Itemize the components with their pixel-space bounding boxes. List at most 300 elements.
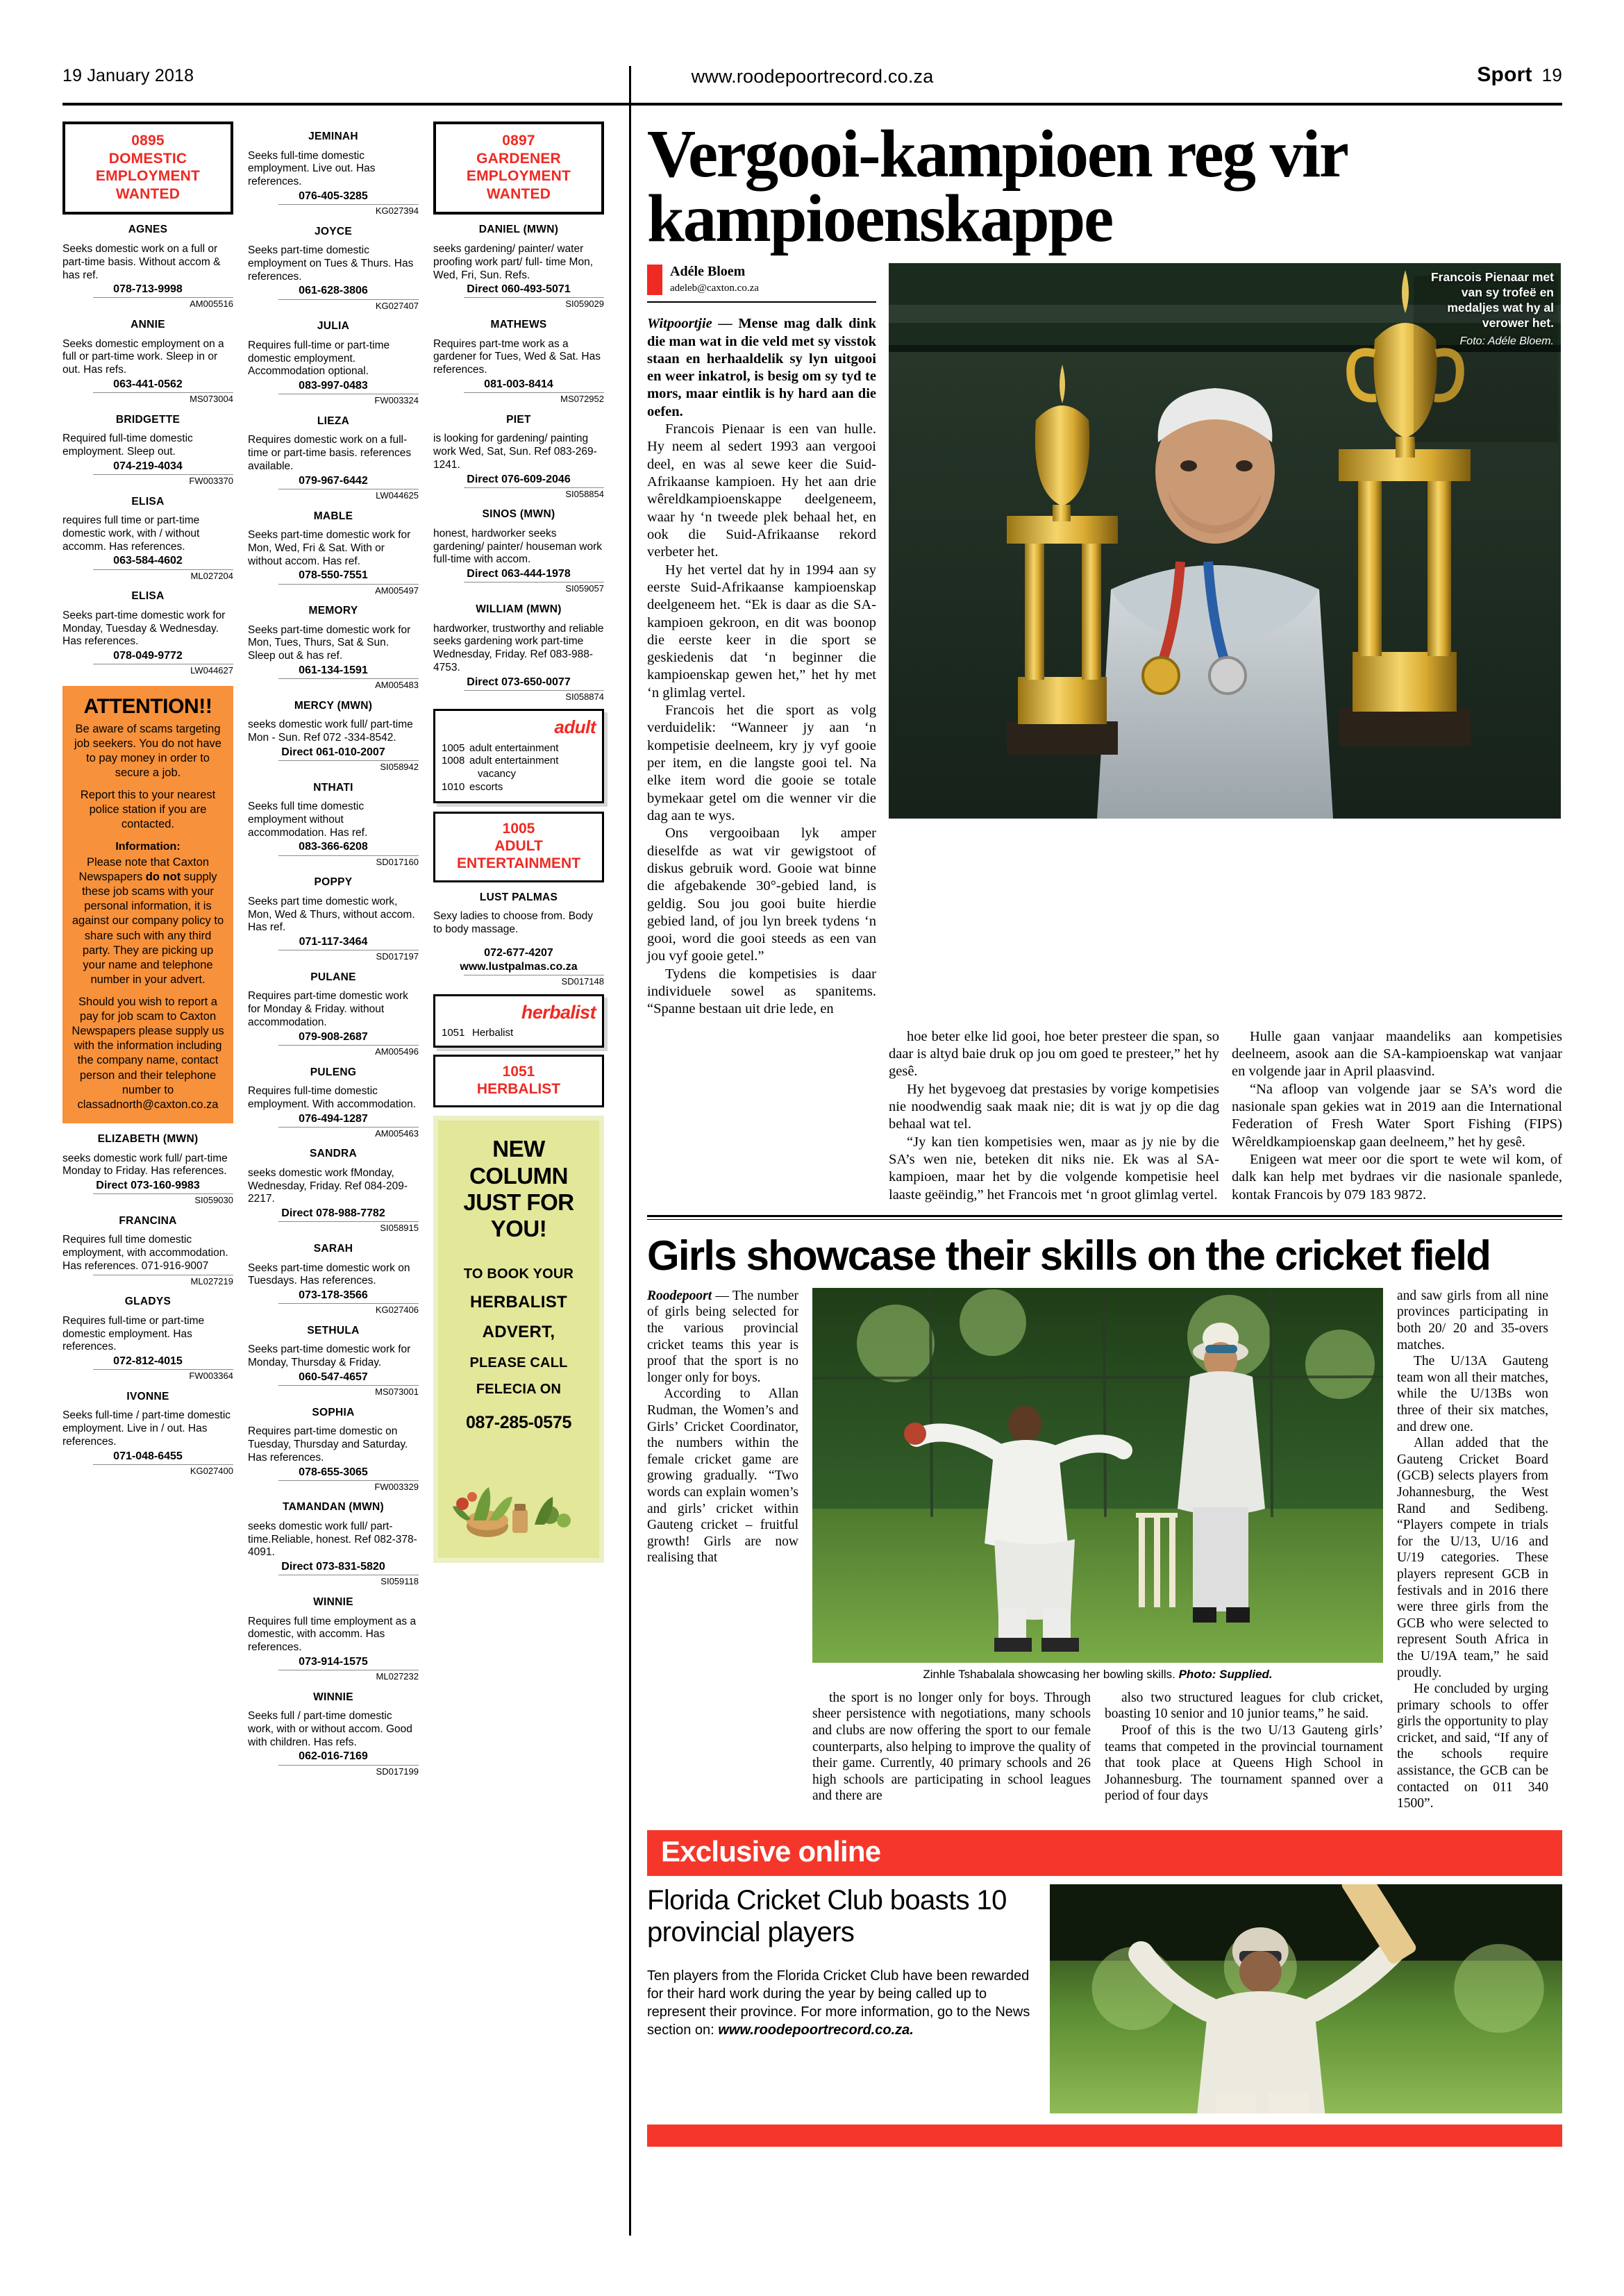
ad-body: seeks domestic work fMonday, Wednesday, Friday. Ref 084-209-2217. xyxy=(248,1166,408,1205)
ad-phone: 074-219-4034 xyxy=(113,460,183,472)
category-line: WANTED xyxy=(486,185,551,202)
ad-ref: ML027204 xyxy=(190,570,233,581)
exclusive-text-block xyxy=(647,1884,1036,2113)
classified-ad xyxy=(62,1215,233,1287)
exclusive-body xyxy=(647,1967,1036,2039)
ad-separator xyxy=(278,1045,419,1046)
main-content xyxy=(647,117,1562,2147)
ad-separator xyxy=(278,1480,419,1481)
ad-body: requires full time or part-time domestic work, with / without accomm. Has references. xyxy=(62,514,200,553)
classified-ad xyxy=(62,224,233,310)
category-line: ADULT xyxy=(494,838,543,855)
cricket-article xyxy=(647,1232,1562,1812)
classified-column-1 xyxy=(62,121,233,2232)
ad-body: honest, hardworker seeks gardening/ painter/ houseman work full-time with accom. xyxy=(433,527,602,566)
ad-ref: SD017148 xyxy=(561,976,604,987)
ad-name: IVONNE xyxy=(126,1390,169,1402)
main-article-column-1 xyxy=(647,263,876,1019)
cricket-paragraph: Proof of this is the two U/13 Gauteng girls’ teams that competed in the provincial tournament that took place at Queens High School in Johannesburg. The tournament spanned over a period of four days xyxy=(1105,1723,1383,1804)
ad-ref: SD017197 xyxy=(376,951,419,962)
ad-separator xyxy=(93,1464,233,1465)
ad-phone: 081-003-8414 xyxy=(484,378,553,390)
ad-separator xyxy=(278,855,419,856)
cricket-center-block xyxy=(812,1288,1383,1812)
cricket-photo-illustration xyxy=(812,1288,1383,1663)
ad-ref: SI058874 xyxy=(565,691,604,702)
ad-ref: MS073004 xyxy=(190,394,233,405)
classifieds-section xyxy=(62,121,618,2232)
ad-ref: SI058942 xyxy=(380,762,419,773)
ad-name: GLADYS xyxy=(124,1296,171,1308)
ad-ref: KG027407 xyxy=(375,300,419,311)
ad-phone: 061-134-1591 xyxy=(299,664,368,676)
ad-ref: ML027219 xyxy=(190,1275,233,1287)
ad-body: Requires full-time domestic employment. With accommodation. xyxy=(248,1085,417,1110)
ad-phone: 076-405-3285 xyxy=(299,190,368,202)
ad-body: Requires domestic work on a full-time or part-time basis. references available. xyxy=(248,434,412,472)
ad-body: Requires full time employment as a domestic, with accomm. Has references. xyxy=(248,1615,417,1654)
ad-body: Seeks domestic employment on a full or part-time work. Sleep in or out. Has refs. xyxy=(62,337,224,376)
ad-separator xyxy=(93,1369,233,1370)
list-item: 1051 Herbalist xyxy=(442,1027,514,1039)
ad-ref: SD017199 xyxy=(376,1766,419,1777)
ad-phone: 062-016-7169 xyxy=(299,1750,368,1763)
ad-body: Seeks part-time domestic work for Monday, Thursday & Friday. xyxy=(248,1343,411,1369)
adult-logo-text: adult xyxy=(554,717,596,738)
ad-name: SOPHIA xyxy=(312,1406,355,1418)
article-paragraph: “Jy kan tien kompetisies wen, maar as jy nie by die SA’s wen nie, beteken dit niks nie. Ek was al SA-kampioen, maar het by die volgende kompetisie heel laaste geëindig,” het Francois met ‘n groot glimlag vertel. xyxy=(889,1134,1219,1203)
ad-separator xyxy=(278,1385,419,1386)
herbalist-logo-text: herbalist xyxy=(521,1001,596,1023)
ad-ref: SI058915 xyxy=(380,1223,419,1234)
promo-line: JUST FOR xyxy=(463,1189,574,1215)
byline-rule xyxy=(647,301,876,303)
ad-name: WILLIAM (MWN) xyxy=(476,603,562,615)
byline xyxy=(647,263,876,303)
list-item: 1005 adult entertainment xyxy=(442,741,559,754)
classified-ad xyxy=(62,1296,233,1382)
cricket-paragraph: He concluded by urging primary schools to offer girls the opportunity to play cricket, and said, “If any of the schools require assistance, the GCB can be contacted on 011 340 1500”. xyxy=(1397,1682,1548,1811)
ad-ref: SI058854 xyxy=(565,488,604,499)
ad-ref: FW003329 xyxy=(374,1481,419,1492)
ad-name: NTHATI xyxy=(313,781,353,794)
classified-ad xyxy=(248,1325,419,1398)
ad-ref: KG027400 xyxy=(190,1465,233,1476)
article-paragraph: hoe beter elke lid gooi, hoe beter presteer die span, so daar is altyd baie druk op jou om goed te presteer,” het hy gesê. xyxy=(889,1028,1219,1080)
ad-name: SARAH xyxy=(313,1243,353,1255)
promo-advert-line: HERBALIST xyxy=(469,1292,568,1312)
ad-separator xyxy=(278,678,419,679)
category-code: 1051 xyxy=(502,1064,535,1080)
ad-body: Required full-time domestic employment. Sleep out. xyxy=(62,433,193,458)
ad-separator xyxy=(278,584,419,585)
exclusive-title: Florida Cricket Club boasts 10 provincial players xyxy=(647,1884,1007,1948)
ad-separator xyxy=(278,1127,419,1128)
article-paragraph: “Na afloop van volgende jaar se SA’s word die nasionale span gekies wat in 2019 aan die International Federation of Fresh Water Sport Fishing (FIPS) Wêreldkampioenskap gaan deelneem,” het hy gesê. xyxy=(1232,1081,1562,1150)
ad-phone: 073-178-3566 xyxy=(299,1289,368,1302)
category-line: WANTED xyxy=(115,185,181,202)
ad-body: seeks domestic work full/ part-time Mon - Sun. Ref 072 -334-8542. xyxy=(248,719,413,744)
masthead xyxy=(62,63,1562,99)
ad-separator xyxy=(464,392,604,393)
article-paragraph: Francois Pienaar is een van hulle. Hy neem al sedert 1993 aan vergooi deel, en was al sewe keer die Suid-Afrikaanse kampioen. Hy het aan drie wêreldkampioenskappe deelgeneem, waar hy ‘n tweede plek behaal het, en ook die Suid-Afrikaanse rekord verbeter het. xyxy=(647,421,876,560)
ad-body: Requires full time domestic employment, with accommodation. Has references. 071-916-9007 xyxy=(62,1234,228,1272)
herbalist-category-box xyxy=(433,994,604,1048)
ad-name: SINOS (MWN) xyxy=(482,508,555,521)
list-item: 1008 adult entertainment xyxy=(442,755,559,767)
promo-line: COLUMN xyxy=(469,1162,568,1189)
classified-ad xyxy=(248,876,419,962)
classified-ad xyxy=(62,590,233,676)
classified-ad xyxy=(248,605,419,691)
herbal-plants-svg xyxy=(444,1437,594,1541)
cricket-column-mid-2 xyxy=(1105,1690,1383,1804)
exclusive-online-section xyxy=(647,1830,1562,2147)
column-divider-rule xyxy=(629,66,631,2236)
caption-credit: Photo: Supplied. xyxy=(1178,1667,1273,1681)
category-code: 1005 xyxy=(502,821,535,837)
dateline-place: Roodepoort xyxy=(647,1288,712,1303)
article-paragraph: Hy het bygevoeg dat prestasies by vorige kompetisies nie noodwendig saak maak nie; dit is wat jy op die dag behaal wat tel. xyxy=(889,1081,1219,1132)
ad-phone: 083-366-6208 xyxy=(299,841,368,853)
batsman-photo-illustration xyxy=(1050,1884,1562,2113)
classified-ad xyxy=(433,603,604,702)
byline-marker-icon xyxy=(647,265,662,295)
ad-phone: 071-117-3464 xyxy=(299,936,368,948)
cricket-paragraph: and saw girls from all nine provinces participating in both 20/ 20 and 35-overs matches. xyxy=(1397,1288,1548,1352)
classified-ad xyxy=(433,319,604,405)
ad-body: hardworker, trustworthy and reliable seeks gardening work part-time Wednesday, Friday. Ref 083-988-4753. xyxy=(433,622,604,673)
classified-ad xyxy=(62,414,233,487)
ad-ref: LW044627 xyxy=(190,665,233,676)
classified-ad xyxy=(248,510,419,596)
attention-paragraph: Be aware of scams targeting job seekers. You do not have to pay money in order to secure a job. xyxy=(74,722,221,780)
classified-ad xyxy=(248,1596,419,1682)
herbalist-header xyxy=(433,1055,604,1107)
main-article-column-3 xyxy=(1232,1028,1562,1204)
attention-paragraph: Please note that Caxton Newspapers do not supply these job scams with your personal information, it is against our company policy to share such with any third party. They are picking up your name and telephone number in your advert. xyxy=(72,856,224,986)
ad-name: MEMORY xyxy=(308,605,358,617)
ad-separator xyxy=(464,487,604,488)
cricket-paragraph: the sport is no longer only for boys. Through sheer persistence with negotiations, many schools and clubs are now offering the sport to our female counterparts, also helping to improve the quality of their game. Currently, 40 primary schools and 26 high schools are participating in school leagues and there are xyxy=(812,1690,1091,1804)
ad-name: MATHEWS xyxy=(490,319,547,331)
article-paragraph: Hy het vertel dat hy in 1994 aan sy eerste Suid-Afrikaanse kampioenskap deelgeneem het. “Ek is daar as die SA-kampioen gekroon, en dit was boonop die eerste keer in die sport se geskiedenis dat ‘n beginner die kampioenskap gewen het,” het hy met ‘n glimlag vertel. xyxy=(647,562,876,701)
classified-ad-lust-palmas xyxy=(433,891,604,987)
ad-separator xyxy=(93,392,233,393)
exclusive-online-banner: Exclusive online xyxy=(647,1830,1562,1876)
ad-body: Seeks full / part-time domestic work, with or without accom. Good with children. Has refs. xyxy=(248,1710,412,1748)
cricket-paragraph: The U/13A Gauteng team won all their matches, while the U/13Bs won three of their six matches, and drew one. xyxy=(1397,1354,1548,1434)
ad-name: MERCY (MWN) xyxy=(294,699,373,712)
ad-body: seeks gardening/ painter/ water proofing work part/ full- time Mon, Wed, Fri, Sun. Refs. xyxy=(433,243,594,281)
scam-warning-box xyxy=(62,686,233,1123)
ad-ref: SI059118 xyxy=(380,1576,419,1587)
ad-ref: LW044625 xyxy=(376,489,419,501)
cricket-lead: Roodepoort — The number of girls being selected for the various provincial cricket teams this year is proof that the sport is no longer only for boys. xyxy=(647,1288,798,1385)
promo-call-line: PLEASE CALL xyxy=(469,1355,568,1371)
ad-body: seeks domestic work full/ part-time Monday to Friday. Has references. xyxy=(62,1152,228,1178)
category-line: EMPLOYMENT xyxy=(466,168,571,185)
list-item: vacancy xyxy=(478,768,517,780)
classified-ad xyxy=(248,1066,419,1139)
ad-body: Seeks part time domestic work, Mon, Wed & Thurs, without accom. Has ref. xyxy=(248,895,415,934)
ad-body: Sexy ladies to choose from. Body to body massage. xyxy=(433,910,594,935)
classified-ad xyxy=(248,782,419,868)
ad-body: Seeks full time domestic employment without accommodation. Has ref. xyxy=(248,801,368,839)
classified-column-3 xyxy=(433,121,604,2232)
classified-ad xyxy=(248,1691,419,1777)
ad-body: Seeks part-time domestic work for Monday, Tuesday & Wednesday. Has references. xyxy=(62,609,226,648)
herbs-illustration xyxy=(444,1437,594,1541)
new-column-promo-ad[interactable] xyxy=(433,1116,604,1562)
classified-column-2 xyxy=(248,121,419,2232)
classified-ad xyxy=(433,414,604,500)
article-paragraph: Hulle gaan vanjaar maandeliks aan kompetisies deelneem, asook aan die SA-kampioenskap wat vanjaar en volgende jaar in April plaasvind. xyxy=(1232,1028,1562,1080)
ad-name: SETHULA xyxy=(307,1324,360,1336)
attention-paragraph: Report this to your nearest police station if you are contacted. xyxy=(80,789,216,831)
main-photo-trophies xyxy=(889,263,1561,819)
article-lead: Witpoortjie — Mense mag dalk dink die man wat in die veld met sy visstok staan en herhaaldelik sy lyn uitgooi en weer inkatrol, is besig om sy tyd te mors, maar eintlik is hy hard aan die oefen. xyxy=(647,316,876,419)
ad-name: ELISA xyxy=(131,495,165,508)
ad-body: Requires part-time domestic work for Monday & Friday. without accommodation. xyxy=(248,990,408,1028)
cricket-column-mid-1 xyxy=(812,1690,1091,1804)
ad-name: ELISA xyxy=(131,590,165,603)
ad-ref: SI059029 xyxy=(565,299,604,310)
ad-ref: AM005496 xyxy=(375,1046,419,1057)
ad-phone: Direct 073-650-0077 xyxy=(467,676,571,688)
ad-separator xyxy=(278,1765,419,1766)
ad-phone: 061-628-3806 xyxy=(299,285,368,297)
ad-body: Seeks full-time domestic employment. Live out. Has references. xyxy=(248,149,376,188)
ad-phone: Direct 076-609-2046 xyxy=(467,473,571,485)
classified-ad xyxy=(62,319,233,405)
photo-caption-overlay xyxy=(1428,270,1554,349)
ad-name: PULENG xyxy=(310,1066,357,1078)
section-label: Sport xyxy=(1477,63,1532,86)
byline-email: adeleb@caxton.co.za xyxy=(670,283,759,294)
ad-separator xyxy=(93,297,233,298)
exclusive-url[interactable]: www.roodepoortrecord.co.za. xyxy=(718,2022,914,2038)
classified-ad xyxy=(248,1243,419,1316)
ad-ref: AM005497 xyxy=(375,585,419,596)
ad-body: seeks domestic work full/ part-time.Reliable, honest. Ref 082-378-4091. xyxy=(248,1520,417,1559)
cricket-photo-caption xyxy=(812,1668,1383,1682)
ad-phone: 078-550-7551 xyxy=(299,569,368,582)
ad-phone: 063-441-0562 xyxy=(113,378,183,390)
category-line: EMPLOYMENT xyxy=(95,168,201,185)
ad-phone: 072-812-4015 xyxy=(113,1355,183,1368)
classified-ad xyxy=(62,1391,233,1477)
ad-name: AGNES xyxy=(128,224,168,236)
ad-separator xyxy=(278,1303,419,1304)
ad-phone: Direct 078-988-7782 xyxy=(281,1207,385,1220)
ad-name: FRANCINA xyxy=(119,1214,177,1227)
category-line: HERBALIST xyxy=(476,1081,561,1098)
cricket-headline: Girls showcase their skills on the cricket field xyxy=(647,1232,1491,1279)
ad-ref: SI059057 xyxy=(565,583,604,594)
ad-name: SANDRA xyxy=(309,1148,358,1160)
ad-separator xyxy=(93,474,233,475)
promo-advert-line: ADVERT, xyxy=(482,1322,555,1341)
caption-text: Zinhle Tshabalala showcasing her bowling skills. xyxy=(923,1667,1175,1681)
header-rule xyxy=(62,103,1562,106)
attention-info-heading: Information: xyxy=(115,840,181,853)
classified-ad xyxy=(248,415,419,501)
ad-ref: ML027232 xyxy=(376,1671,419,1682)
ad-separator xyxy=(278,760,419,761)
ad-name: LIEZA xyxy=(317,414,350,427)
ad-ref: AM005516 xyxy=(190,299,233,310)
ad-phone: 073-914-1575 xyxy=(299,1655,368,1668)
ad-name: JOYCE xyxy=(314,225,353,237)
attention-title: ATTENTION!! xyxy=(83,694,212,718)
ad-separator xyxy=(93,1193,233,1194)
ad-body: Seeks domestic work on a full or part-time basis. Without accom & has ref. xyxy=(62,243,221,281)
article-divider xyxy=(647,1215,1562,1217)
ad-separator xyxy=(278,204,419,205)
ad-body: Seeks part-time domestic work for Mon, Tues, Thurs, Sat & Sun. Sleep out & has ref. xyxy=(248,623,411,662)
ad-name: POPPY xyxy=(314,876,353,889)
classified-ad xyxy=(248,320,419,406)
category-line: GARDENER xyxy=(476,150,561,167)
ad-ref: FW003364 xyxy=(189,1371,233,1382)
dateline-place: Witpoortjie xyxy=(647,316,712,332)
category-code: 0897 xyxy=(502,133,535,149)
classified-ad xyxy=(248,971,419,1057)
ad-name: PIET xyxy=(506,413,531,426)
classified-ad xyxy=(62,496,233,582)
photo-credit: Foto: Adéle Bloem. xyxy=(1459,335,1554,347)
main-headline: Vergooi-kampioen reg vir kampioenskappe xyxy=(647,117,1346,256)
masthead-date: 19 January 2018 xyxy=(62,66,194,85)
ad-phone: 063-584-4602 xyxy=(113,555,183,567)
page-number: 19 xyxy=(1541,65,1562,85)
main-article-column-2 xyxy=(889,1028,1219,1204)
ad-name: MABLE xyxy=(313,510,353,522)
ad-body: Seeks part-time domestic work for Mon, Wed, Fri & Sat. With or without accom. Has ref. xyxy=(248,529,411,567)
list-item: 1010 escorts xyxy=(442,781,503,794)
ad-separator xyxy=(278,299,419,300)
ad-phone: Direct 061-010-2007 xyxy=(281,746,385,758)
ad-body: is looking for gardening/ painting work Wed, Sat, Sun. Ref 083-269-1241. xyxy=(433,433,597,471)
cricket-paragraph: also two structured leagues for club cricket, boasting 10 senior and 10 junior teams,” he said. xyxy=(1105,1690,1383,1722)
ad-ref: FW003370 xyxy=(189,475,233,486)
ad-ref: MS073001 xyxy=(375,1386,419,1398)
exclusive-body-text: Ten players from the Florida Cricket Club have been rewarded for their hard work during the year by being called up to represent their province. For more information, go to the News section on: xyxy=(647,1968,1030,2038)
ad-ref: FW003324 xyxy=(374,395,419,406)
adult-entertainment-header xyxy=(433,812,604,882)
promo-book-line: TO BOOK YOUR xyxy=(463,1266,574,1282)
classified-ad xyxy=(248,1407,419,1493)
ad-ref: KG027406 xyxy=(375,1305,419,1316)
ad-ref: MS072952 xyxy=(560,394,604,405)
ad-ref: AM005463 xyxy=(375,1128,419,1139)
ad-separator xyxy=(464,690,604,691)
adult-category-box xyxy=(433,709,604,803)
masthead-website-url: www.roodepoortrecord.co.za xyxy=(691,66,934,87)
ad-phone: 078-049-9772 xyxy=(113,650,183,662)
ad-name: JULIA xyxy=(317,320,350,333)
attention-paragraph: Should you wish to report a pay for job scam to Caxton Newspapers please supply us with the information including the company name, contact person and their telephone number to classadnorth@caxton.co.za xyxy=(72,996,224,1111)
ad-name: WINNIE xyxy=(313,1691,353,1703)
ad-phone: 078-655-3065 xyxy=(299,1466,368,1478)
bottom-red-bar xyxy=(647,2125,1562,2147)
article-paragraph: Enigeen wat meer oor die sport te wete wil kom, of dalk kan help met bydraes vir die nasionale spanlede, kontak Francois by 079 183 9872. xyxy=(1232,1151,1562,1203)
article-divider-thin xyxy=(647,1219,1562,1220)
ad-phone: 072-677-4207 xyxy=(484,946,553,959)
ad-name: DANIEL (MWN) xyxy=(478,224,559,236)
ad-body: Seeks part-time domestic work on Tuesdays. Has references. xyxy=(248,1262,410,1287)
promo-line: NEW xyxy=(492,1136,545,1162)
category-header-domestic xyxy=(62,121,233,215)
ad-name: WINNIE xyxy=(313,1596,353,1608)
cricket-column-left xyxy=(647,1288,798,1812)
article-paragraph: Tydens die kompetisies is daar individuele sowel as spanitems. “Spanne bestaan uit drie lede, en xyxy=(647,966,876,1017)
ad-name: JEMINAH xyxy=(308,131,358,142)
photo-caption-text: Francois Pienaar met van sy trofeë en medaljes wat hy al verower het. xyxy=(1430,270,1554,330)
exclusive-photo xyxy=(1050,1884,1562,2113)
ad-phone: Direct 073-831-5820 xyxy=(281,1561,385,1573)
ad-phone: Direct 063-444-1978 xyxy=(467,568,571,580)
article-paragraph: Francois het die sport as volg verduidelik: “Wanneer jy aan ‘n kompetisie deelneem, kry jy vyf gooie per item, en die langste gooi tel. Na elke item word die gooie se totale bymekaar getel om die wenner vir die dag aan te wys. xyxy=(647,703,876,823)
ad-phone: 076-494-1287 xyxy=(299,1112,368,1125)
ad-name: TAMANDAN (MWN) xyxy=(283,1501,384,1514)
ad-body: Requires full-time or part-time domestic employment. Accommodation optional. xyxy=(248,339,390,378)
masthead-section xyxy=(1477,63,1562,87)
cricket-photo xyxy=(812,1288,1383,1663)
promo-phone[interactable]: 087-285-0575 xyxy=(465,1412,572,1432)
ad-name: ANNIE xyxy=(131,319,165,331)
classified-ad xyxy=(248,700,419,773)
ad-separator xyxy=(464,582,604,583)
promo-contact-name: FELECIA ON xyxy=(476,1381,562,1397)
cricket-paragraph: According to Allan Rudman, the Women’s and Girls’ Cricket Coordinator, the numbers within the female cricket game are growing gradually. “Two words can explain women’s and girls’ cricket within Gauteng cricket – fruitful growth! Girls are now realising that xyxy=(647,1386,798,1566)
adult-category-list xyxy=(442,742,596,795)
ad-ref: AM005483 xyxy=(375,680,419,691)
ad-name: BRIDGETTE xyxy=(115,413,181,426)
ad-ref: SD017160 xyxy=(376,856,419,867)
ad-name: LUST PALMAS xyxy=(479,891,558,903)
ad-name: ELIZABETH (MWN) xyxy=(97,1132,199,1145)
classified-ad xyxy=(62,1133,233,1206)
classified-ad xyxy=(248,1148,419,1234)
ad-ref: KG027394 xyxy=(375,206,419,217)
classified-ad xyxy=(433,508,604,594)
classified-ad xyxy=(248,1501,419,1587)
byline-author: Adéle Bloem xyxy=(670,264,746,280)
ad-phone: Direct 060-493-5071 xyxy=(467,283,571,296)
cricket-paragraph: Allan added that the Gauteng Cricket Board (GCB) selects players from Johannesburg, the West Rand and Sedibeng. “Players compete in trials for the U/13, U/16 and U/19 categories. These players represent GCB in festivals and in 2016 there were three girls from the GCB who were selected to represent South Africa in the U/19A team,” he said proudly. xyxy=(1397,1436,1548,1680)
ad-body: Requires full-time or part-time domestic employment. Has references. xyxy=(62,1314,205,1353)
category-code: 0895 xyxy=(131,133,165,149)
ad-phone: 079-967-6442 xyxy=(299,474,368,487)
ad-separator xyxy=(278,1221,419,1222)
ad-website: www.lustpalmas.co.za xyxy=(460,960,578,973)
cricket-column-right xyxy=(1397,1288,1548,1812)
ad-body: Seeks part-time domestic employment on Tues & Thurs. Has references. xyxy=(248,244,414,283)
category-line: ENTERTAINMENT xyxy=(456,855,581,872)
classified-ad xyxy=(248,131,419,217)
ad-body: Requires part-time domestic on Tuesday, Thursday and Saturday. Has references. xyxy=(248,1425,408,1464)
category-line: DOMESTIC xyxy=(108,150,187,167)
ad-phone: 071-048-6455 xyxy=(113,1450,183,1462)
ad-separator xyxy=(93,569,233,570)
article-paragraph: Ons vergooibaan lyk amper dieselfde as wat vir gewigstoot of diskus gebruik word. Gooie wat binne die afgebakende 30°-gebied land, is geldig. Sou jou gooi buite hierdie gebied land, of jou lyn breek tydens ‘n gooi, word die gooi steeds as een van jou vyf gooie getel.” xyxy=(647,826,876,964)
ad-name: PULANE xyxy=(310,971,356,983)
ad-phone: 078-713-9998 xyxy=(113,283,183,296)
ad-separator xyxy=(464,297,604,298)
ad-phone: 079-908-2687 xyxy=(299,1030,368,1043)
